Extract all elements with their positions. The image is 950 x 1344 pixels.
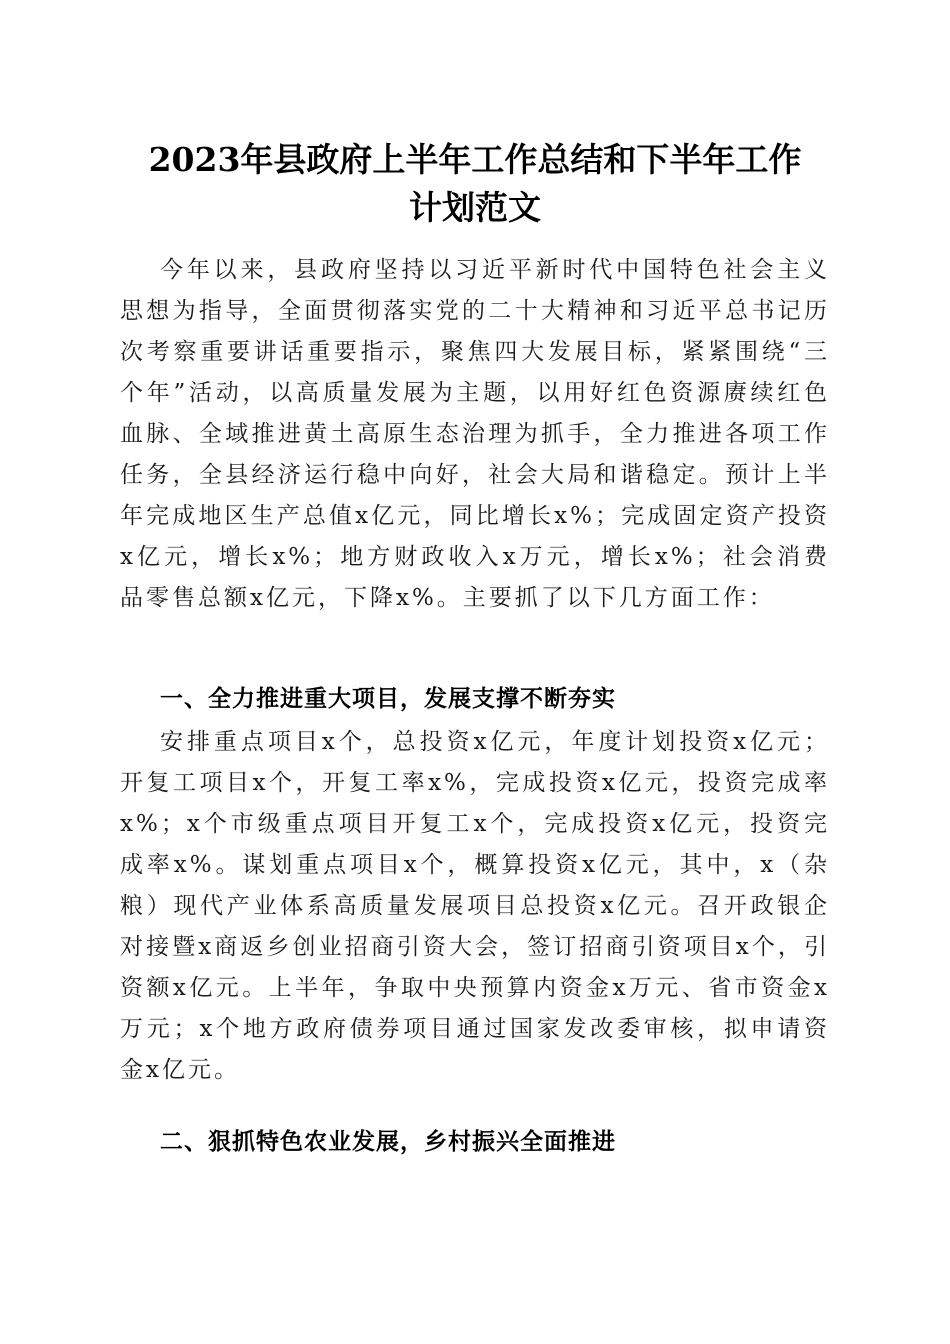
intro-paragraph: 今年以来，县政府坚持以习近平新时代中国特色社会主义思想为指导，全面贯彻落实党的二十大精神和习近平总书记历次考察重要讲话重要指示，聚焦四大发展目标，紧紧围绕“三个年”活动，以高质量发展为主题，以用好红色资源赓续红色血脉、全域推进黄土高原生态治理为抓手，全力推进各项工作任务，全县经济运行稳中向好，社会大局和谐稳定。预计上半年完成地区生产总值x亿元，同比增长x%；完成固定资产投资x亿元，增长x%；地方财政收入x万元，增长x%；社会消费品零售总额x亿元，下降x%。主要抓了以下几方面工作： (120, 257, 830, 611)
section-heading-2: 二、狠抓特色农业发展，乡村振兴全面推进 (160, 1129, 616, 1155)
document-title-line-2: 计划范文 (409, 188, 541, 227)
document-title-line-1: 2023年县政府上半年工作总结和下半年工作 (148, 140, 802, 179)
section-1-paragraph: 安排重点项目x个，总投资x亿元，年度计划投资x亿元；开复工项目x个，开复工率x%，完成投资x亿元，投资完成率x%；x个市级重点项目开复工x个，完成投资x亿元，投资完成率x%。谋划重点项目x个，概算投资x亿元，其中，x（杂粮）现代产业体系高质量发展项目总投资x亿元。召开政银企对接暨x商返乡创业招商引资大会，签订招商引资项目x个，引资额x亿元。上半年，争取中央预算内资金x万元、省市资金x万元；x个地方政府债券项目通过国家发改委审核，拟申请资金x亿元。 (120, 729, 830, 1083)
section-heading-1: 一、全力推进重大项目，发展支撑不断夯实 (160, 686, 616, 712)
